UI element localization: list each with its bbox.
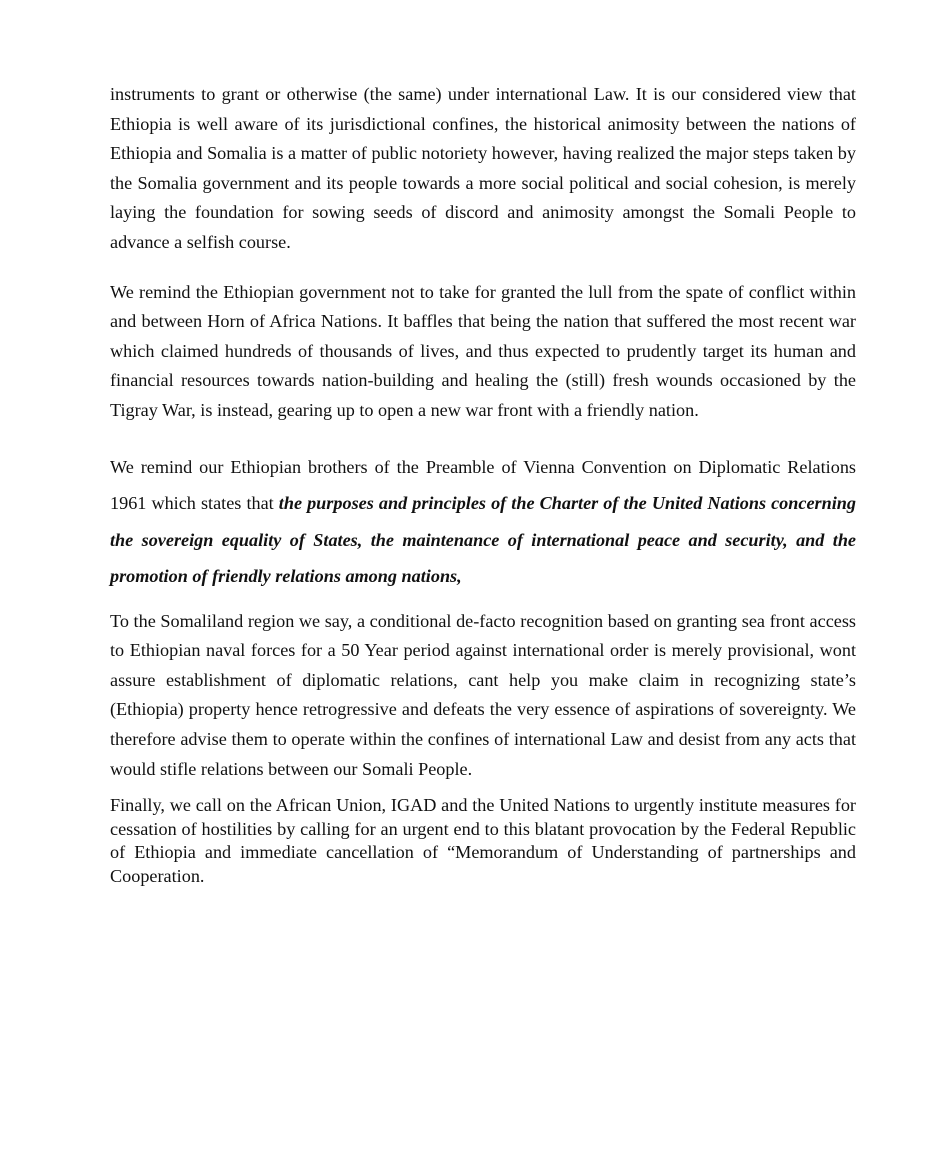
paragraph-jurisdiction: instruments to grant or otherwise (the same) under international Law. It is our considered view that Ethiopia is well aware of its jurisdictional confines, the historical animosity between the nations of Ethiopia and Somalia is a matter of public notoriety however, having realized the major steps taken by the Somalia government and its people towards a more social political and social cohesion, is merely laying the foundation for sowing seeds of discord and animosity amongst the Somali People to advance a selfish course. — [110, 84, 856, 252]
charter-quote: the purposes and principles of the Charter of the United Nations concerning the sovereign equality of States, the maintenance of international peace and security, and the promotion of friendly relations among nations, — [110, 493, 856, 587]
paragraph-somaliland-region: To the Somaliland region we say, a conditional de-facto recognition based on granting sea front access to Ethiopian naval forces for a 50 Year period against international order is merely provisional, wont assure establishment of diplomatic relations, cant help you make claim in recognizing state’s (Ethiopia) property hence retrogressive and defeats the very essence of aspirations of sovereignty. We therefore advise them to operate within the confines of international Law and desist from any acts that would stifle relations between our Somali People. — [110, 610, 856, 779]
document-page — [110, 80, 856, 888]
paragraph-vienna-convention — [110, 449, 856, 595]
vienna-convention-lead-text: We remind our Ethiopian brothers of the Preamble of Vienna Convention on Diplomatic Relations 1961 which states that — [110, 456, 856, 514]
paragraph-final-call: Finally, we call on the African Union, IGAD and the United Nations to urgently institute measures for cessation of hostilities by calling for an urgent end to this blatant provocation by the Federal Republic of Ethiopia and immediate cancellation of “Memorandum of Understanding of partnerships and Cooperation. — [110, 795, 856, 886]
paragraph-reminder-ethiopian-government: We remind the Ethiopian government not to take for granted the lull from the spate of conflict within and between Horn of Africa Nations. It baffles that being the nation that suffered the most recent war which claimed hundreds of thousands of lives, and thus expected to prudently target its human and financial resources towards nation-building and healing the (still) fresh wounds occasioned by the Tigray War, is instead, gearing up to open a new war front with a friendly nation. — [110, 281, 856, 420]
